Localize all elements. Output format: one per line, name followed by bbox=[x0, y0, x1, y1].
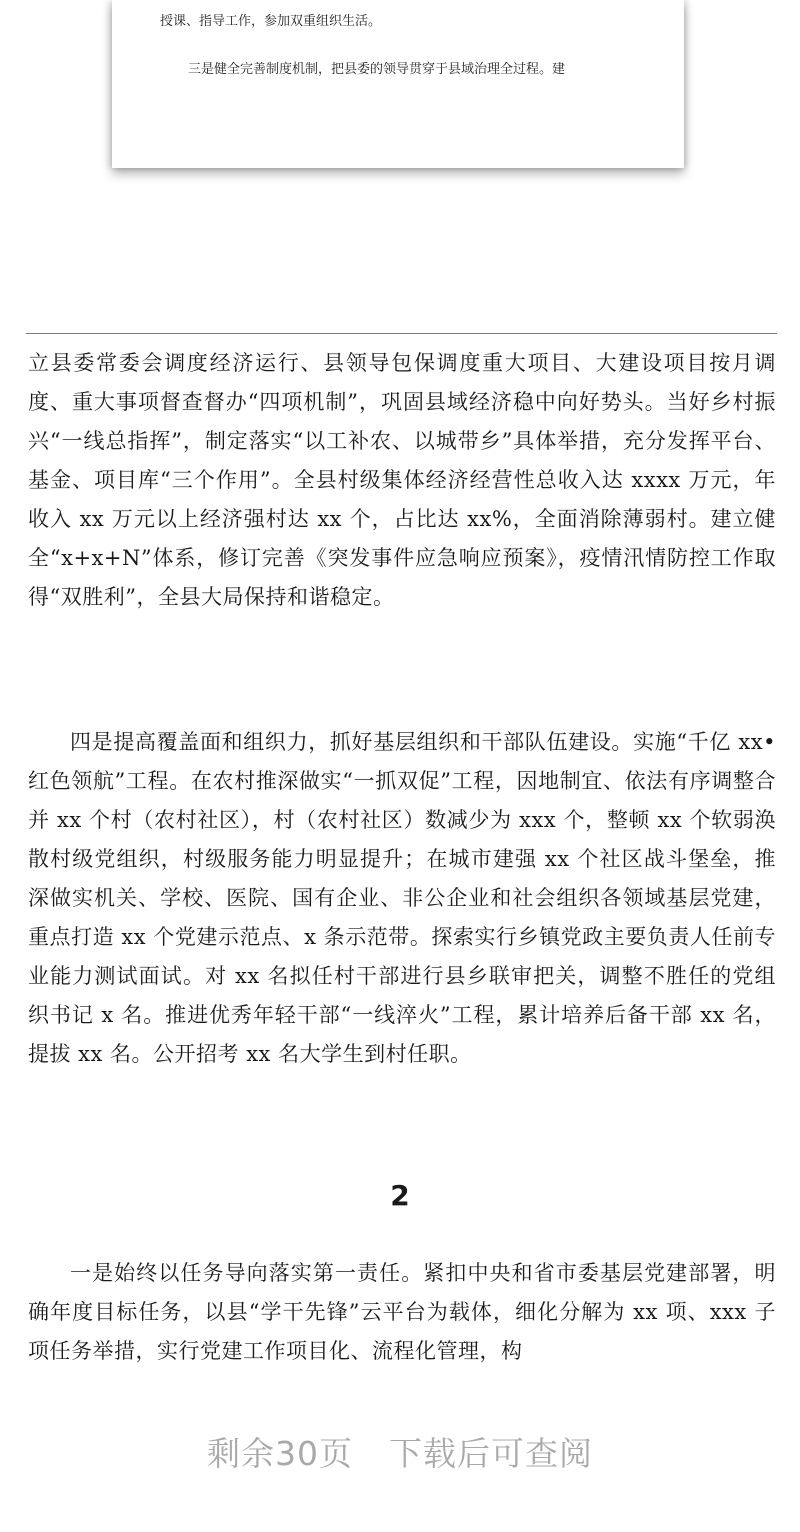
remaining-pages-label: 剩余30页 bbox=[207, 1434, 353, 1473]
preview-line-1: 授课、指导工作，参加双重组织生活。 bbox=[160, 14, 382, 29]
preview-line-2: 三是健全完善制度机制，把县委的领导贯穿于县域治理全过程。建 bbox=[188, 62, 566, 77]
download-hint-label: 下载后可查阅 bbox=[389, 1434, 593, 1473]
document-paragraph: 一是始终以任务导向落实第一责任。紧扣中央和省市委基层党建部署，明确年度目标任务，以县“学干先锋”云平台为载体，细化分解为 xx 项、xxx 子项任务举措，实行党建工作项目化、流程化管理，构 bbox=[28, 1261, 776, 1363]
page-divider bbox=[26, 333, 777, 334]
remaining-pages-link[interactable] bbox=[0, 1430, 800, 1478]
document-paragraph: 立县委常委会调度经济运行、县领导包保调度重大项目、大建设项目按月调度、重大事项督查督办“四项机制”，巩固县域经济稳中向好势头。当好乡村振兴“一线总指挥”，制定落实“以工补农、以城带乡”具体举措，充分发挥平台、基金、项目库“三个作用”。全县村级集体经济经营性总收入达 xxxx 万元，年收入 xx 万元以上经济强村达 xx 个，占比达 xx%，全面消除薄弱村。建立健全“x+x+N”体系，修订完善《突发事件应急响应预案》，疫情汛情防控工作取得“双胜利”，全县大局保持和谐稳定。 bbox=[28, 351, 776, 609]
page-preview-card bbox=[112, 0, 684, 168]
document-paragraph: 四是提高覆盖面和组织力，抓好基层组织和干部队伍建设。实施“千亿 xx•红色领航”工程。在农村推深做实“一抓双促”工程，因地制宜、依法有序调整合并 xx 个村（农村社区），村（农村社区）数减少为 xxx 个，整顿 xx 个软弱涣散村级党组织，村级服务能力明显提升；在城市建强 xx 个社区战斗堡垒，推深做实机关、学校、医院、国有企业、非公企业和社会组织各领域基层党建，重点打造 xx 个党建示范点、x 条示范带。探索实行乡镇党政主要负责人任前专业能力测试面试。对 xx 名拟任村干部进行县乡联审把关，调整不胜任的党组织书记 x 名。推进优秀年轻干部“一线淬火”工程，累计培养后备干部 xx 名，提拔 xx 名。公开招考 xx 名大学生到村任职。 bbox=[28, 730, 776, 1066]
section-number: 2 bbox=[390, 1179, 410, 1212]
